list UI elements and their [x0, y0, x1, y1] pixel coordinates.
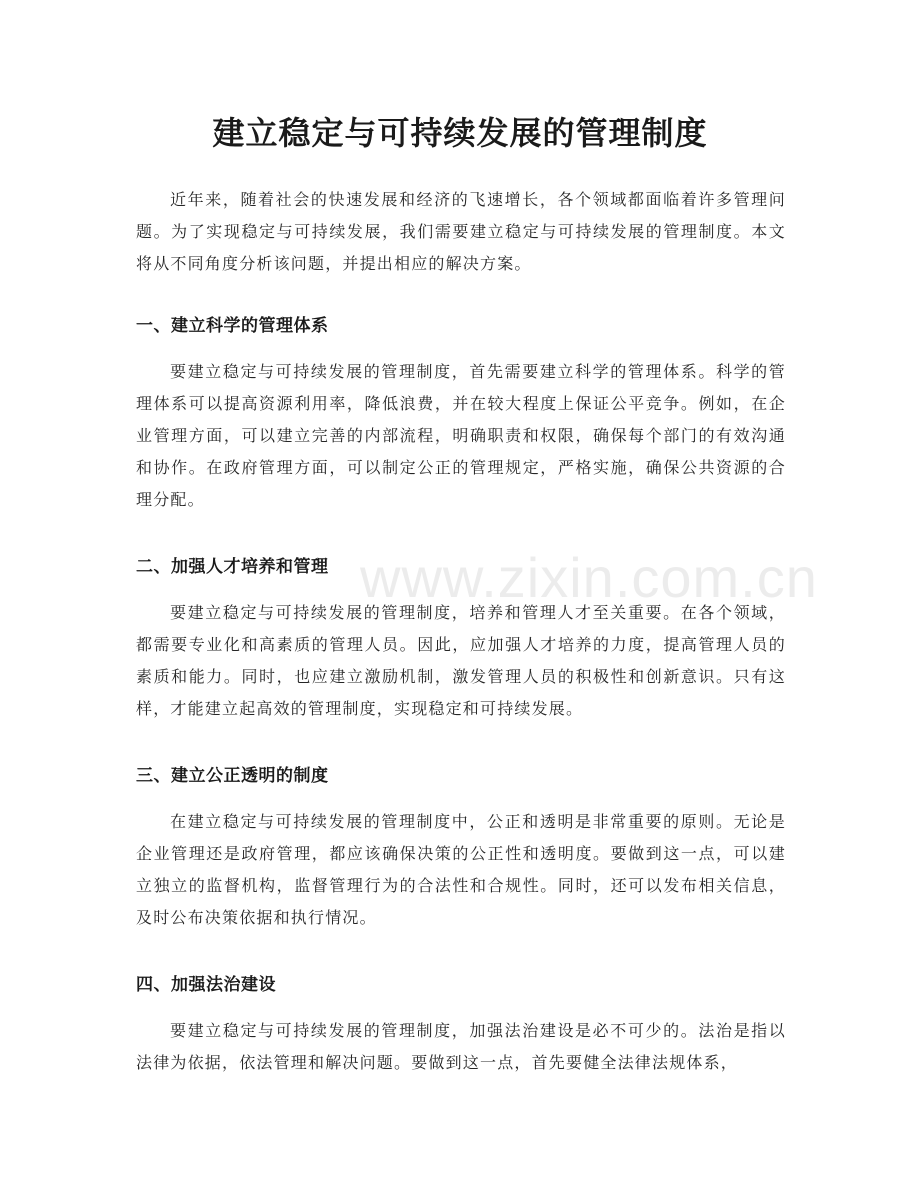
section-body-1: 要建立稳定与可持续发展的管理制度，首先需要建立科学的管理体系。科学的管理体系可以提高资源利用率，降低浪费，并在较大程度上保证公平竞争。例如，在企业管理方面，可以建立完善的内部流程，明确职责和权限，确保每个部门的有效沟通和协作。在政府管理方面，可以制定公正的管理规定，严格实施，确保公共资源的合理分配。	[136, 362, 786, 509]
section-body-3: 在建立稳定与可持续发展的管理制度中，公正和透明是非常重要的原则。无论是企业管理还是政府管理，都应该确保决策的公正性和透明度。要做到这一点，可以建立独立的监督机构，监督管理行为的合法性和合规性。同时，还可以发布相关信息，及时公布决策依据和执行情况。	[136, 812, 786, 927]
section-heading-3: 三、建立公正透明的制度	[136, 766, 329, 786]
page-title: 建立稳定与可持续发展的管理制度	[212, 114, 708, 152]
section-body-4: 要建立稳定与可持续发展的管理制度，加强法治建设是必不可少的。法治是指以法律为依据，依法管理和解决问题。要做到这一点，首先要健全法律法规体系，	[136, 1021, 786, 1072]
intro-paragraph: 近年来，随着社会的快速发展和经济的飞速增长，各个领域都面临着许多管理问题。为了实现稳定与可持续发展，我们需要建立稳定与可持续发展的管理制度。本文将从不同角度分析该问题，并提出相应的解决方案。	[136, 190, 786, 273]
watermark-text: www.zixin.com.cn	[360, 546, 818, 609]
section-heading-2: 二、加强人才培养和管理	[136, 557, 329, 577]
section-body-2: 要建立稳定与可持续发展的管理制度，培养和管理人才至关重要。在各个领域，都需要专业化和高素质的管理人员。因此，应加强人才培养的力度，提高管理人员的素质和能力。同时，也应建立激励机制，激发管理人员的积极性和创新意识。只有这样，才能建立起高效的管理制度，实现稳定和可持续发展。	[136, 603, 786, 718]
section-heading-4: 四、加强法治建设	[136, 975, 276, 995]
section-heading-1: 一、建立科学的管理体系	[136, 316, 329, 336]
